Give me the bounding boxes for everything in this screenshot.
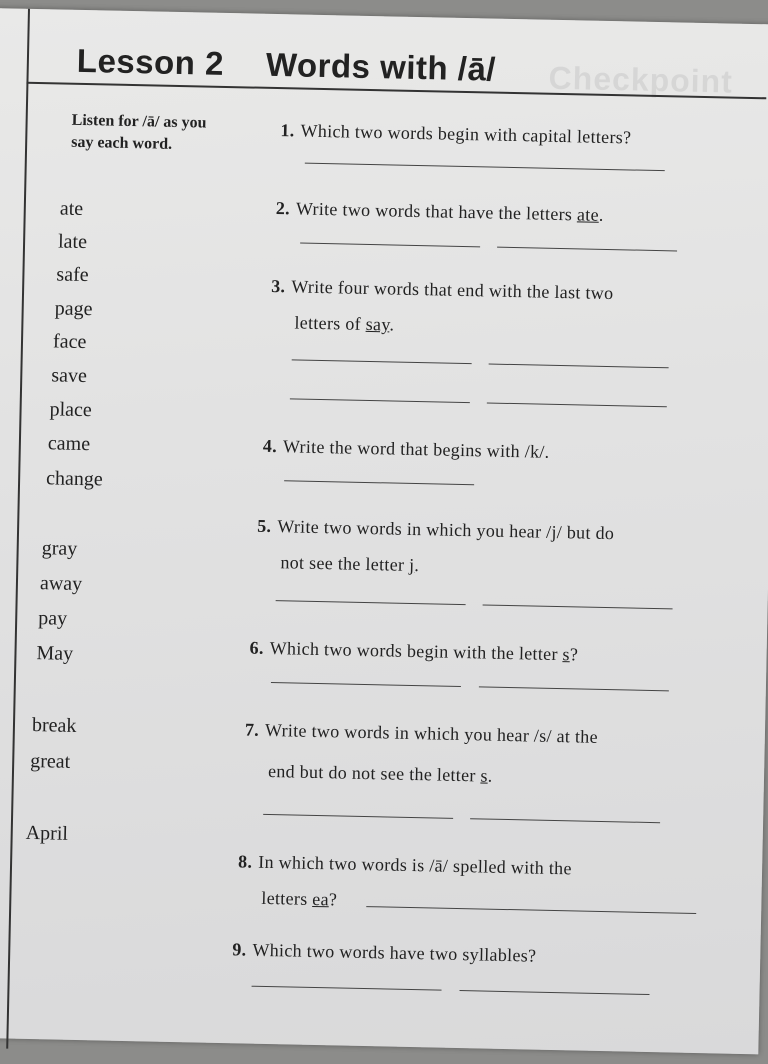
word-item: came — [47, 432, 91, 456]
intro-text: Listen for /ā/ as you say each word. — [71, 111, 207, 153]
answer-line[interactable] — [305, 163, 665, 172]
answer-line[interactable] — [497, 247, 677, 252]
answer-line[interactable] — [479, 686, 669, 691]
word-item: change — [45, 467, 104, 491]
word-item: face — [52, 330, 87, 354]
lesson-topic: Words with /ā/ — [265, 45, 497, 88]
answer-line[interactable] — [470, 818, 660, 823]
margin-line — [6, 9, 30, 1049]
answer-line[interactable] — [263, 814, 453, 819]
answer-line[interactable] — [276, 600, 466, 605]
question-3: 3. Write four words that end with the last two letters of say. — [271, 275, 614, 335]
word-item: ate — [59, 197, 84, 220]
question-8: 8. In which two words is /ā/ spelled with the letters ea? — [237, 851, 572, 910]
word-item: gray — [41, 537, 78, 560]
answer-line[interactable] — [292, 359, 472, 364]
word-item: late — [57, 230, 88, 254]
word-item: break — [31, 714, 77, 737]
answer-line[interactable] — [271, 682, 461, 687]
word-item: safe — [56, 263, 89, 287]
answer-line[interactable] — [483, 604, 673, 609]
word-item: May — [36, 642, 74, 665]
word-item: April — [25, 821, 69, 845]
word-item: save — [51, 364, 88, 388]
watermark-text: Checkpoint — [548, 59, 734, 100]
lesson-label: Lesson 2 — [76, 41, 225, 82]
answer-line[interactable] — [460, 990, 650, 995]
word-item: place — [49, 398, 93, 422]
page-title — [77, 42, 497, 89]
answer-line[interactable] — [487, 402, 667, 407]
answer-line[interactable] — [489, 364, 669, 369]
word-item: great — [30, 750, 71, 773]
word-item: away — [39, 572, 83, 596]
answer-line[interactable] — [300, 243, 480, 248]
question-7: 7. Write two words in which you hear /s/ at the end but do not see the letter s. — [244, 719, 599, 786]
question-2: 2. Write two words that have the letters ate. — [275, 198, 604, 225]
word-item: page — [54, 297, 93, 321]
question-4: 4. Write the word that begins with /k/. — [262, 435, 550, 462]
worksheet-page — [0, 8, 768, 1054]
question-6: 6. Which two words begin with the letter s? — [249, 637, 579, 665]
answer-line[interactable] — [252, 986, 442, 991]
question-5: 5. Write two words in which you hear /j/ but do not see the letter j. — [257, 515, 615, 576]
word-item: pay — [38, 607, 68, 630]
question-1: 1. Which two words begin with capital letters? — [280, 120, 632, 148]
answer-line[interactable] — [284, 480, 474, 485]
question-9: 9. Which two words have two syllables? — [232, 939, 537, 966]
answer-line[interactable] — [290, 398, 470, 403]
